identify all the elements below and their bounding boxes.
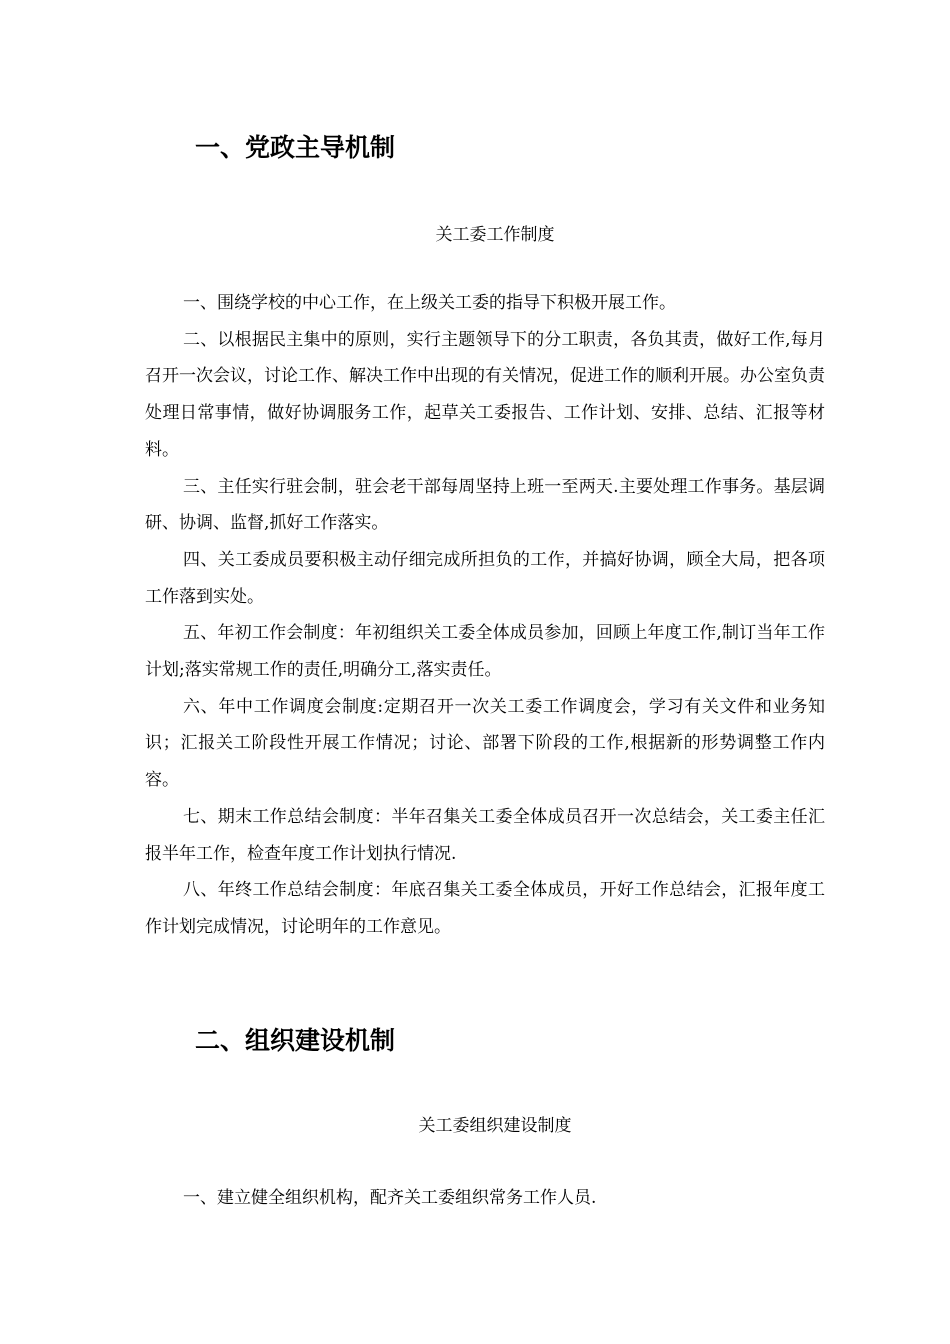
section-1-paragraph-2: 二、以根据民主集中的原则，实行主题领导下的分工职责，各负其责，做好工作,每月召开一次会议，讨论工作、解决工作中出现的有关情况，促进工作的顺利开展。办公室负责处理日常事情，做好协调服务工作，起草关工委报告、工作计划、安排、总结、汇报等材料。	[145, 329, 825, 460]
section-1-paragraph-5: 五、年初工作会制度：年初组织关工委全体成员参加，回顾上年度工作,制订当年工作计划;落实常规工作的责任,明确分工,落实责任。	[145, 623, 825, 681]
section-1-paragraph-7: 七、期末工作总结会制度：半年召集关工委全体成员召开一次总结会，关工委主任汇报半年工作，检查年度工作计划执行情况.	[145, 806, 825, 864]
section-1-body	[145, 285, 825, 946]
section-1-heading: 一、党政主导机制	[195, 133, 396, 162]
section-1-paragraph-6: 六、年中工作调度会制度:定期召开一次关工委工作调度会，学习有关文件和业务知识；汇报关工阶段性开展工作情况；讨论、部署下阶段的工作,根据新的形势调整工作内容。	[145, 696, 825, 791]
section-1-paragraph-4: 四、关工委成员要积极主动仔细完成所担负的工作，并搞好协调，顾全大局，把各项工作落到实处。	[145, 549, 825, 607]
section-2-heading: 二、组织建设机制	[195, 1026, 396, 1055]
section-2-paragraph-1: 一、建立健全组织机构，配齐关工委组织常务工作人员.	[183, 1188, 597, 1208]
section-1-subtitle: 关工委工作制度	[435, 225, 555, 245]
section-1-paragraph-8: 八、年终工作总结会制度：年底召集关工委全体成员，开好工作总结会，汇报年度工作计划完成情况，讨论明年的工作意见。	[145, 880, 825, 937]
section-2-subtitle: 关工委组织建设制度	[418, 1116, 572, 1136]
section-2-body	[145, 1180, 825, 1217]
section-1-paragraph-1: 一、围绕学校的中心工作，在上级关工委的指导下积极开展工作。	[183, 293, 676, 313]
section-1-paragraph-3: 三、主任实行驻会制，驻会老干部每周坚持上班一至两天.主要处理工作事务。基层调研、协调、监督,抓好工作落实。	[145, 476, 825, 534]
